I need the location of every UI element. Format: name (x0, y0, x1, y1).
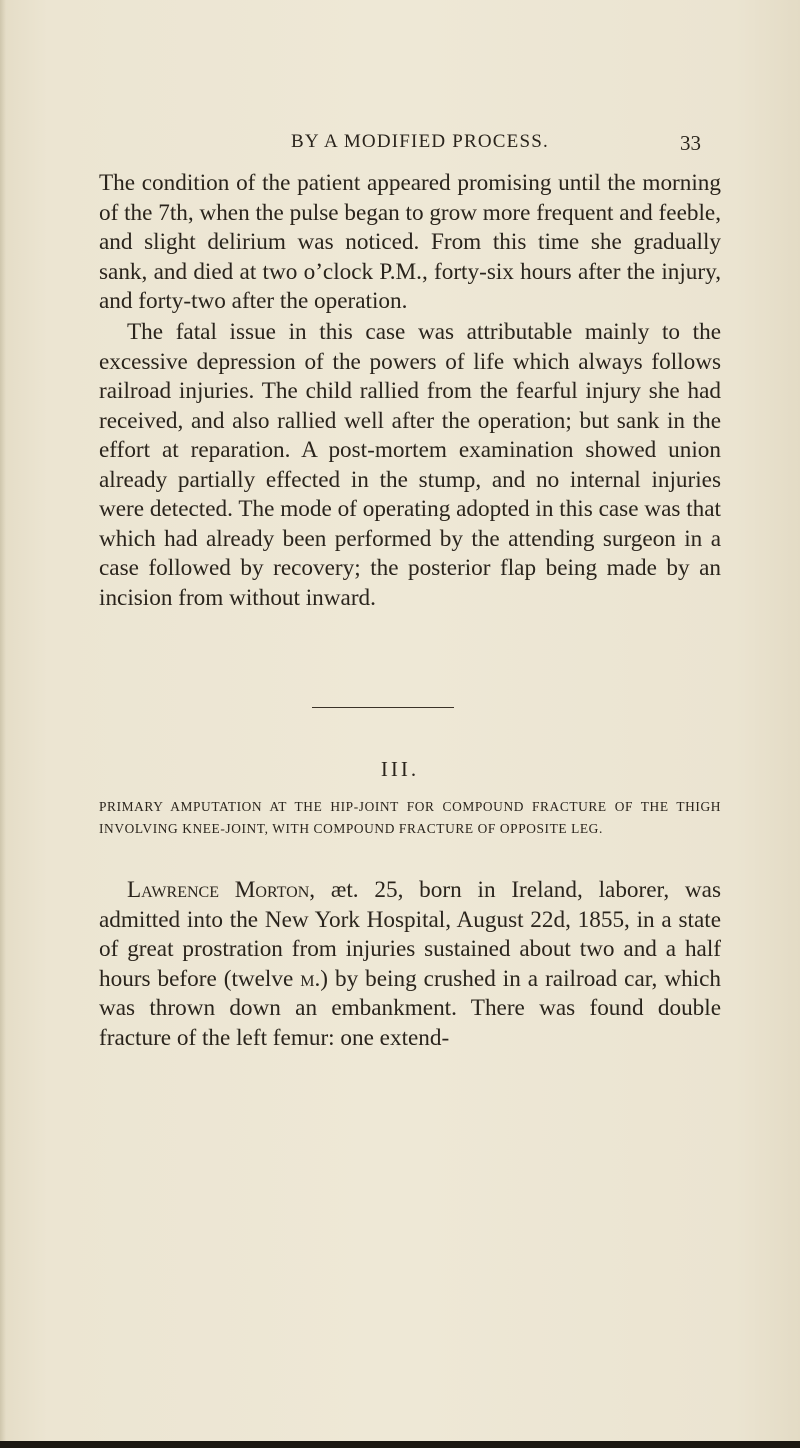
page-binding-edge (0, 0, 6, 1448)
case-text-part-a: , æt. 25, born in Ireland, laborer, was admitted into the New York Hospital, August 22d, 1855, in a state of great prostration from injuries sustained about two and a half hours before (twelve (99, 877, 721, 992)
patient-name: Lawrence Morton (127, 877, 310, 903)
scan-bottom-edge (0, 1441, 800, 1448)
section-title: PRIMARY AMPUTATION AT THE HIP-JOINT FOR COMPOUND FRACTURE OF THE THIGH INVOLVING KNEE-JOINT, WITH COMPOUND FRACTURE OF OPPOSITE LEG. (99, 799, 721, 836)
section-divider (312, 707, 454, 708)
section-number: III. (380, 757, 420, 781)
page-number: 33 (680, 131, 701, 155)
paragraph-fatal-issue: The fatal issue in this case was attributable mainly to the excessive depression of the powers of life which always follows railroad injuries. The child rallied from the fearful injury she had received, and also rallied well after the operation; but sank in the effort at reparation. A post-mortem examination showed union already partially effected in the stump, and no internal injuries were detected. The mode of operating adopted in this case was that which had already been performed by the attending surgeon in a case followed by recovery; the posterior flap being made by an incision from without inward. (99, 319, 721, 611)
paragraph-case-lawrence-morton (99, 876, 721, 1053)
time-abbreviation: m. (300, 965, 321, 992)
case-text-part-b: ) by being crushed in a railroad car, which was thrown down an embankment. There was found double fracture of the left femur: one extend- (99, 965, 721, 1051)
running-head: BY A MODIFIED PROCESS. (291, 131, 549, 152)
page-header (0, 131, 800, 159)
paragraph-patient-condition: The condition of the patient appeared promising until the morning of the 7th, when the pulse began to grow more frequent and feeble, and slight delirium was noticed. From this time she gradually sank, and died at two o’clock P.M., forty-six hours after the injury, and forty-two after the operation. (99, 170, 721, 314)
